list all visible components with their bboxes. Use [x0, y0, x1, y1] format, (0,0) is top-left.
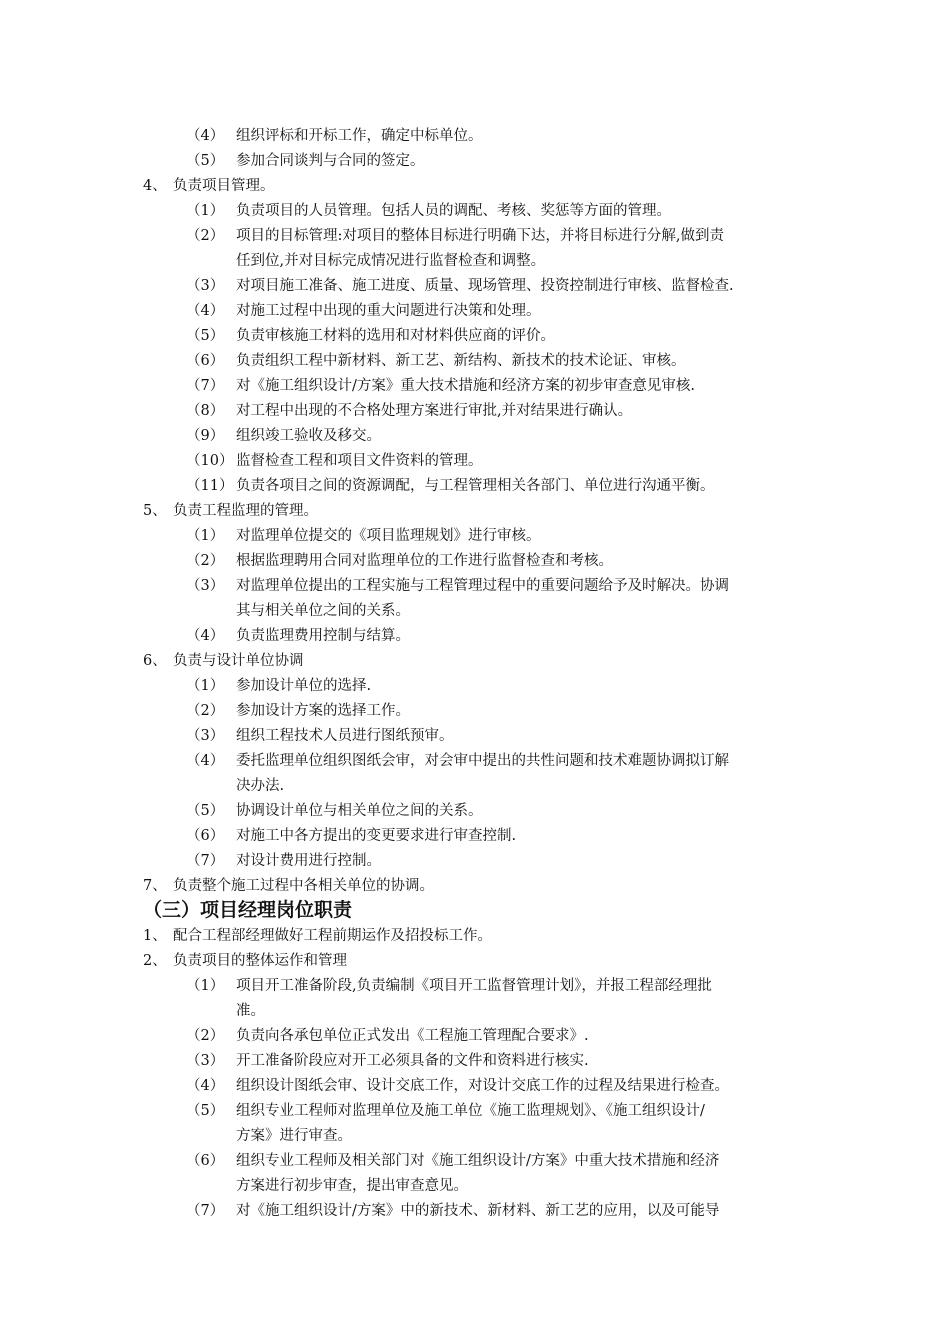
- item-number: （5）: [186, 803, 225, 819]
- item-text: 根据监理聘用合同对监理单位的工作进行监督检查和考核。: [236, 553, 613, 569]
- item-continuation: 方案》进行审查。: [236, 1128, 352, 1144]
- item-text: 负责向各承包单位正式发出《工程施工管理配合要求》.: [236, 1028, 589, 1044]
- section-text: 负责与设计单位协调: [173, 653, 304, 669]
- item-number: （8）: [186, 403, 225, 419]
- section-number: 6、: [143, 653, 167, 669]
- item-text: 对施工中各方提出的变更要求进行审查控制.: [236, 828, 517, 844]
- item-text: 开工准备阶段应对开工必须具备的文件和资料进行核实.: [236, 1053, 589, 1069]
- item-number: （9）: [186, 428, 225, 444]
- item-number: （10）: [186, 453, 234, 469]
- section-heading: （三）项目经理岗位职责: [143, 899, 353, 921]
- item-text: 负责项目的人员管理。包括人员的调配、考核、奖惩等方面的管理。: [236, 203, 671, 219]
- item-number: （2）: [186, 703, 225, 719]
- item-number: （3）: [186, 1053, 225, 1069]
- section-number: 5、: [143, 503, 167, 519]
- item-number: （4）: [186, 128, 225, 144]
- item-text: 组织专业工程师对监理单位及施工单位《施工监理规划》、《施工组织设计/: [236, 1103, 705, 1119]
- item-number: （7）: [186, 378, 225, 394]
- item-text: 参加设计方案的选择工作。: [236, 703, 410, 719]
- item-text: 对项目施工准备、施工进度、质量、现场管理、投资控制进行审核、监督检查.: [236, 278, 734, 294]
- item-continuation: 任到位,并对目标完成情况进行监督检查和调整。: [236, 253, 546, 269]
- section-number: 2、: [143, 953, 167, 969]
- section-text: 负责项目管理。: [173, 178, 275, 194]
- item-text: 对《施工组织设计/方案》重大技术措施和经济方案的初步审查意见审核.: [236, 378, 695, 394]
- item-text: 监督检查工程和项目文件资料的管理。: [236, 453, 483, 469]
- item-continuation: 决办法.: [236, 778, 285, 794]
- section-text: 负责工程监理的管理。: [173, 503, 318, 519]
- item-text: 负责各项目之间的资源调配，与工程管理相关各部门、单位进行沟通平衡。: [236, 478, 715, 494]
- item-number: （7）: [186, 853, 225, 869]
- item-text: 对设计费用进行控制。: [236, 853, 381, 869]
- item-number: （6）: [186, 828, 225, 844]
- item-continuation: 其与相关单位之间的关系。: [236, 603, 410, 619]
- item-continuation: 准。: [236, 1003, 265, 1019]
- item-text: 组织竣工验收及移交。: [236, 428, 381, 444]
- item-number: （1）: [186, 528, 225, 544]
- item-text: 负责审核施工材料的选用和对材料供应商的评价。: [236, 328, 555, 344]
- item-text: 对《施工组织设计/方案》中的新技术、新材料、新工艺的应用，以及可能导: [236, 1203, 720, 1219]
- section-text: 负责项目的整体运作和管理: [173, 953, 347, 969]
- item-text: 委托监理单位组织图纸会审，对会审中提出的共性问题和技术难题协调拟订解: [236, 753, 729, 769]
- section-number: 4、: [143, 178, 167, 194]
- item-number: （5）: [186, 153, 225, 169]
- item-text: 组织专业工程师及相关部门对《施工组织设计/方案》中重大技术措施和经济: [236, 1153, 720, 1169]
- item-text: 对监理单位提出的工程实施与工程管理过程中的重要问题给予及时解决。协调: [236, 578, 729, 594]
- item-number: （5）: [186, 1103, 225, 1119]
- item-number: （4）: [186, 753, 225, 769]
- item-number: （6）: [186, 1153, 225, 1169]
- item-number: （1）: [186, 678, 225, 694]
- item-text: 参加合同谈判与合同的签定。: [236, 153, 425, 169]
- item-number: （7）: [186, 1203, 225, 1219]
- item-text: 组织工程技术人员进行图纸预审。: [236, 728, 454, 744]
- item-text: 项目的目标管理:对项目的整体目标进行明确下达，并将目标进行分解,做到责: [236, 228, 724, 244]
- item-number: （2）: [186, 1028, 225, 1044]
- item-text: 负责组织工程中新材料、新工艺、新结构、新技术的技术论证、审核。: [236, 353, 686, 369]
- item-text: 项目开工准备阶段,负责编制《项目开工监督管理计划》，并报工程部经理批: [236, 978, 712, 994]
- item-number: （5）: [186, 328, 225, 344]
- item-continuation: 方案进行初步审查，提出审查意见。: [236, 1178, 468, 1194]
- section-text: 负责整个施工过程中各相关单位的协调。: [173, 878, 434, 894]
- item-number: （3）: [186, 278, 225, 294]
- item-number: （4）: [186, 628, 225, 644]
- item-text: 组织评标和开标工作，确定中标单位。: [236, 128, 483, 144]
- item-number: （4）: [186, 303, 225, 319]
- item-text: 对工程中出现的不合格处理方案进行审批,并对结果进行确认。: [236, 403, 633, 419]
- item-number: （11）: [186, 478, 234, 494]
- section-number: 7、: [143, 878, 167, 894]
- item-number: （3）: [186, 728, 225, 744]
- item-number: （2）: [186, 553, 225, 569]
- item-text: 对施工过程中出现的重大问题进行决策和处理。: [236, 303, 541, 319]
- item-text: 负责监理费用控制与结算。: [236, 628, 410, 644]
- item-text: 协调设计单位与相关单位之间的关系。: [236, 803, 483, 819]
- item-number: （4）: [186, 1078, 225, 1094]
- item-number: （3）: [186, 578, 225, 594]
- item-text: 对监理单位提交的《项目监理规划》进行审核。: [236, 528, 541, 544]
- item-text: 组织设计图纸会审、设计交底工作，对设计交底工作的过程及结果进行检查。: [236, 1078, 729, 1094]
- item-number: （1）: [186, 978, 225, 994]
- section-text: 配合工程部经理做好工程前期运作及招投标工作。: [173, 928, 492, 944]
- section-number: 1、: [143, 928, 167, 944]
- item-number: （1）: [186, 203, 225, 219]
- item-text: 参加设计单位的选择.: [236, 678, 372, 694]
- item-number: （6）: [186, 353, 225, 369]
- item-number: （2）: [186, 228, 225, 244]
